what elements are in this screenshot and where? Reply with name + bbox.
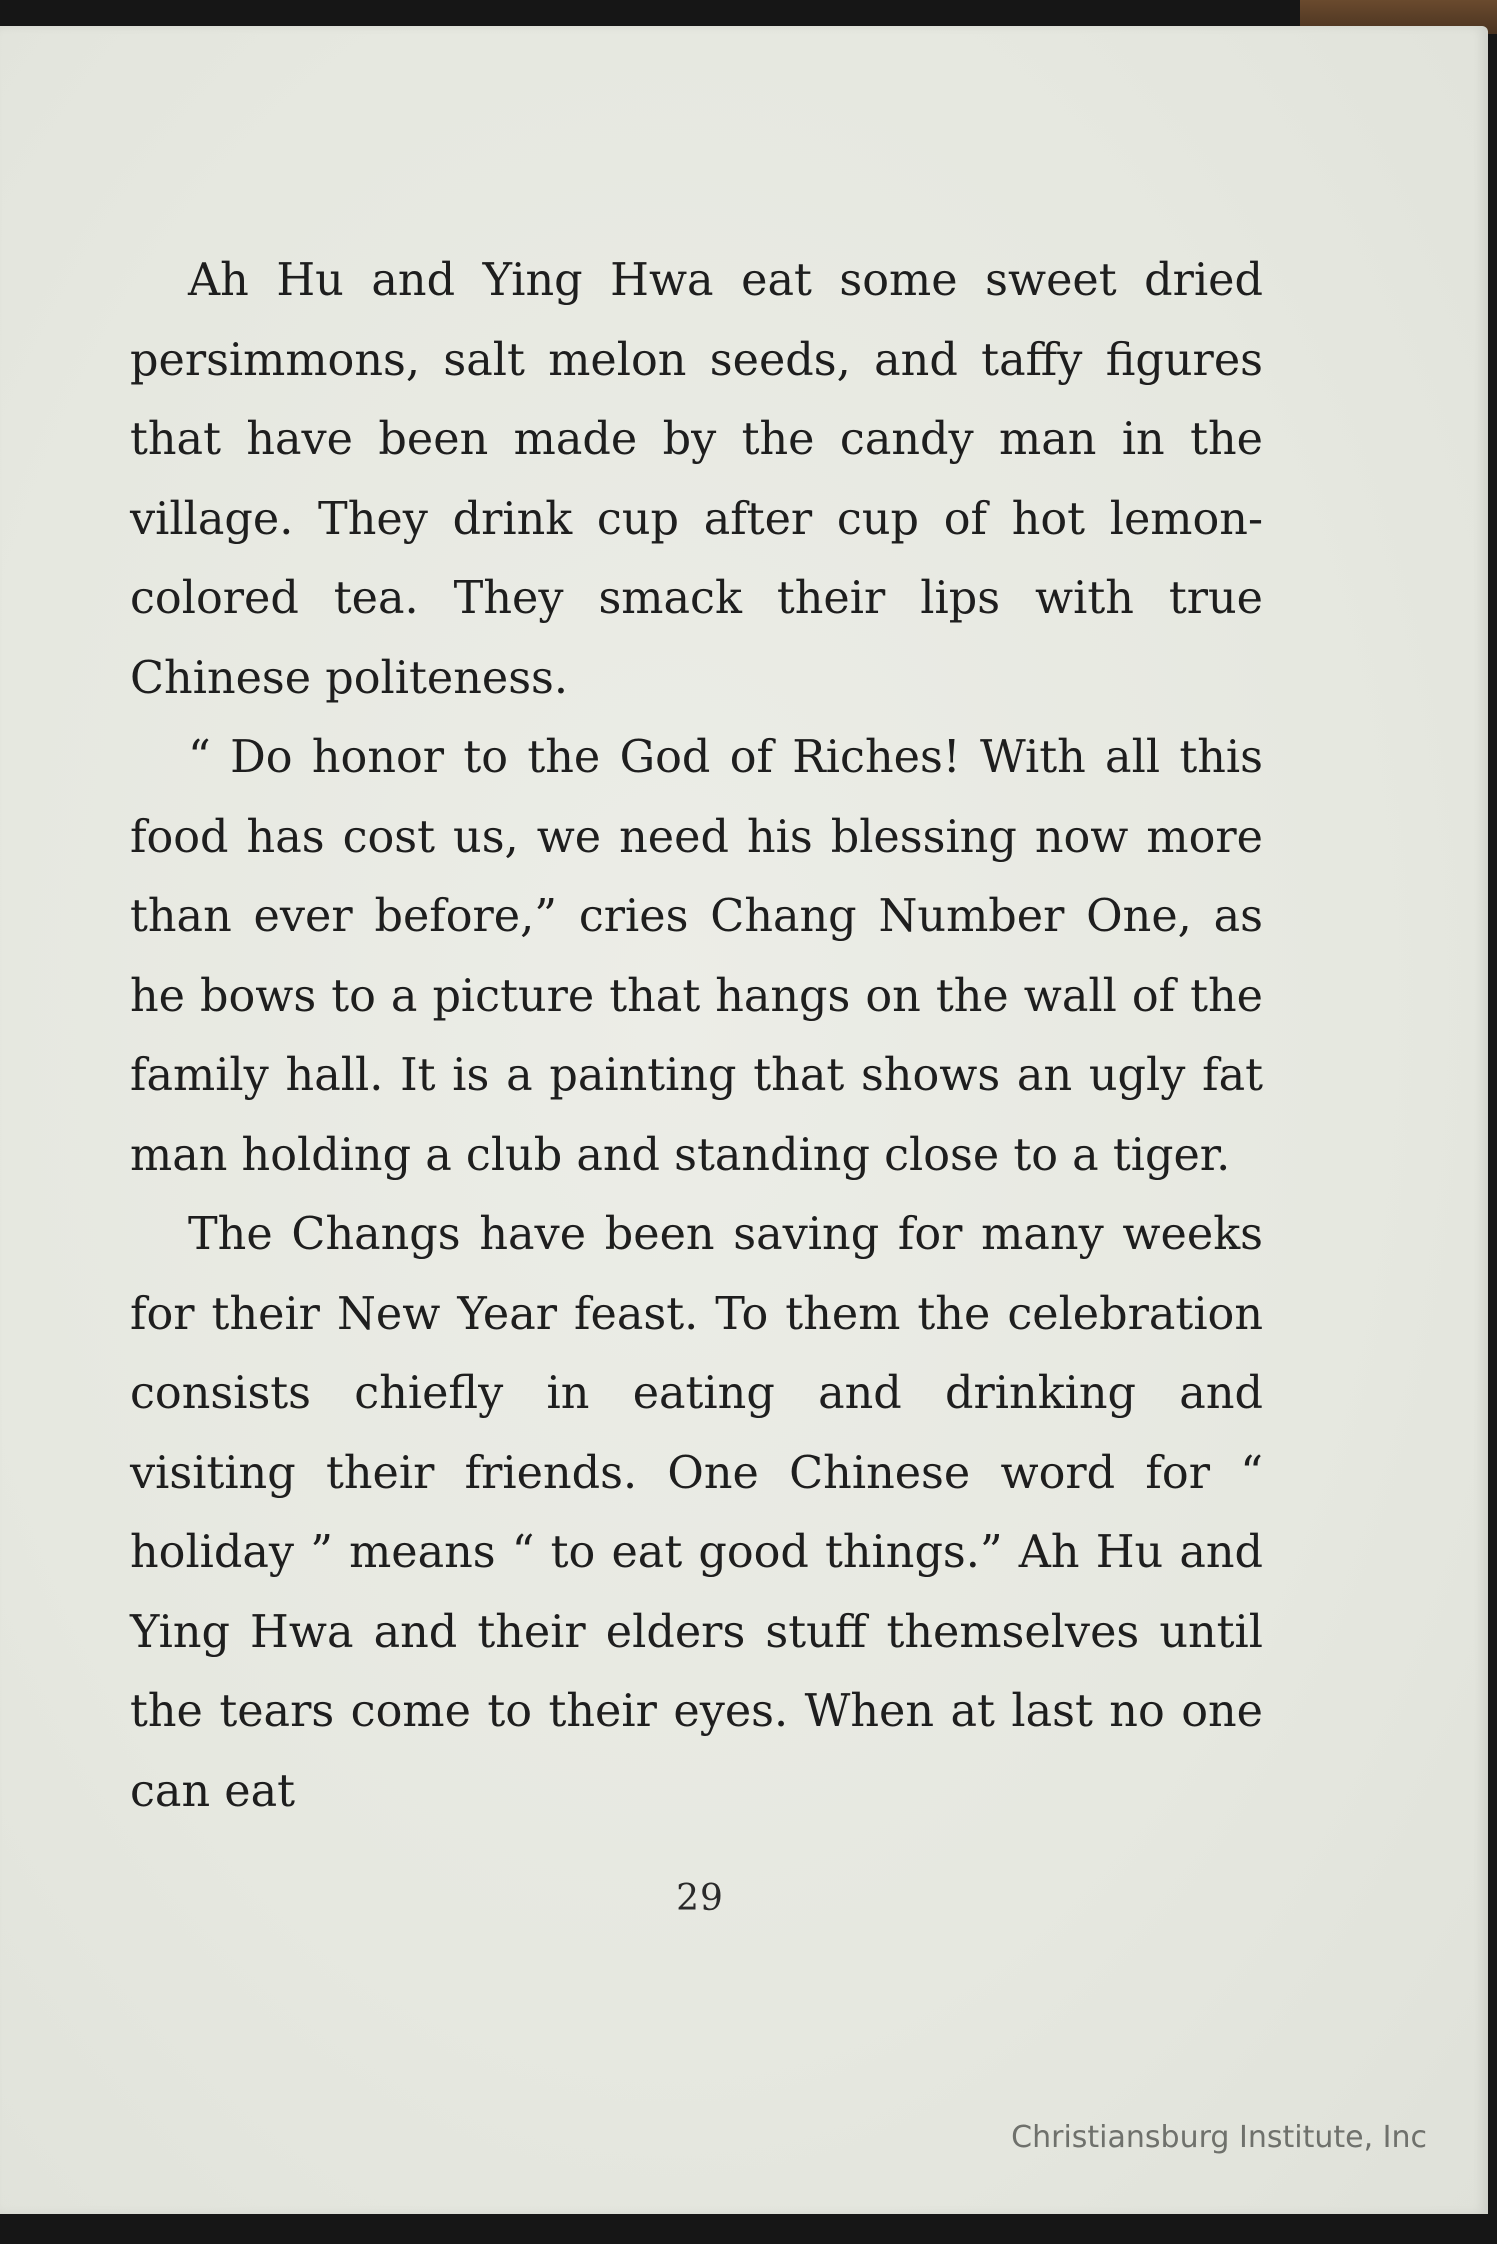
body-text: [130, 241, 1263, 1831]
paragraph-3: The Changs have been saving for many weeks for their New Year feast. To them the celebration consists chiefly in eating and drinking and visiting their friends. One Chinese word for “ holiday ” means “ to eat good things.” Ah Hu and Ying Hwa and their elders stuff themselves until the tears come to their eyes. When at last no one can eat: [130, 1209, 1263, 1817]
watermark-text: Christiansburg Institute, Inc: [1011, 2120, 1427, 2155]
paragraph-2: “ Do honor to the God of Riches! With all this food has cost us, we need his blessing now more than ever before,” cries Chang Number One, as he bows to a picture that hangs on the wall of the family hall. It is a painting that shows an ugly fat man holding a club and standing close to a tiger.: [130, 732, 1263, 1181]
page-number: 29: [676, 1878, 724, 1919]
paragraph-1: Ah Hu and Ying Hwa eat some sweet dried persimmons, salt melon seeds, and taffy figures that have been made by the candy man in the village. They drink cup after cup of hot lemon-colored tea. They smack their lips with true Chinese politeness.: [130, 255, 1263, 704]
